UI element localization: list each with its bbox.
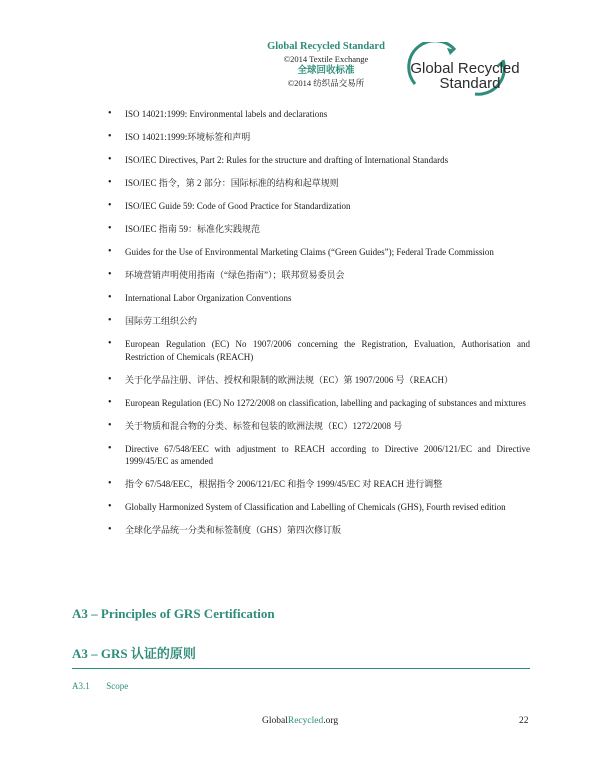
- subsection-number: A3.1: [72, 681, 90, 691]
- footer-site-prefix: Global: [262, 716, 288, 726]
- header-title: Global Recycled Standard: [267, 41, 385, 52]
- list-item: • 国际劳工组织公约: [108, 315, 530, 328]
- logo-line-2: Standard: [439, 75, 501, 92]
- section-heading-en: A3 – Principles of GRS Certification: [72, 606, 275, 621]
- list-item: • International Labor Organization Conventions: [108, 292, 530, 305]
- list-item: • ISO 14021:1999: Environmental labels and declarations: [108, 108, 530, 121]
- list-item: • 全球化学品统一分类和标签制度（GHS）第四次修订版: [108, 524, 530, 537]
- list-item: • Guides for the Use of Environmental Marketing Claims (“Green Guides”); Federal Trade Commission: [108, 246, 530, 259]
- list-item: • Globally Harmonized System of Classification and Labelling of Chemicals (GHS), Fourth revised edition: [108, 501, 530, 514]
- page-number: 22: [519, 716, 529, 726]
- subsection-heading: [72, 681, 128, 691]
- list-item: • ISO/IEC 指令，第 2 部分：国际标准的结构和起草规则: [108, 177, 530, 190]
- list-item: • 关于物质和混合物的分类、标签和包装的欧洲法规（EC）1272/2008 号: [108, 420, 530, 433]
- footer-site-suffix: .org: [323, 716, 339, 726]
- list-item: • ISO/IEC Guide 59: Code of Good Practice for Standardization: [108, 200, 530, 213]
- header-title-cn: 全球回收标准: [297, 66, 355, 76]
- list-item: • 指令 67/548/EEC，根据指令 2006/121/EC 和指令 1999/45/EC 对 REACH 进行调整: [108, 478, 530, 491]
- list-item: • European Regulation (EC) No 1907/2006 concerning the Registration, Evaluation, Authorisation and Restriction of Chemicals (REACH): [108, 338, 530, 363]
- header-copyright-en: ©2014 Textile Exchange: [283, 54, 369, 64]
- footer-website: [262, 716, 338, 726]
- list-item: • Directive 67/548/EEC with adjustment to REACH according to Directive 2006/121/EC and Directive 1999/45/EC as amended: [108, 443, 530, 468]
- header-copyright-cn: ©2014 纺织品交易所: [287, 78, 365, 88]
- list-item: • ISO/IEC Directives, Part 2: Rules for the structure and drafting of International Standards: [108, 154, 530, 167]
- footer-site-accent: Recycled: [287, 716, 324, 726]
- list-item: • 环境营销声明使用指南（“绿色指南”）；联邦贸易委员会: [108, 269, 530, 282]
- grs-logo: [395, 42, 535, 100]
- section-heading-cn: A3 – GRS 认证的原则: [72, 646, 196, 661]
- section-divider: [72, 668, 530, 669]
- reference-list: [108, 108, 530, 547]
- logo-line-1: Global Recycled: [410, 60, 520, 77]
- list-item: • ISO/IEC 指南 59：标准化实践规范: [108, 223, 530, 236]
- subsection-title: Scope: [106, 681, 129, 691]
- list-item: • European Regulation (EC) No 1272/2008 on classification, labelling and packaging of substances and mixtures: [108, 397, 530, 410]
- page-header: [256, 41, 396, 89]
- list-item: • 关于化学品注册、评估、授权和限制的欧洲法规（EC）第 1907/2006 号（REACH）: [108, 374, 530, 387]
- list-item: • ISO 14021:1999:环境标签和声明: [108, 131, 530, 144]
